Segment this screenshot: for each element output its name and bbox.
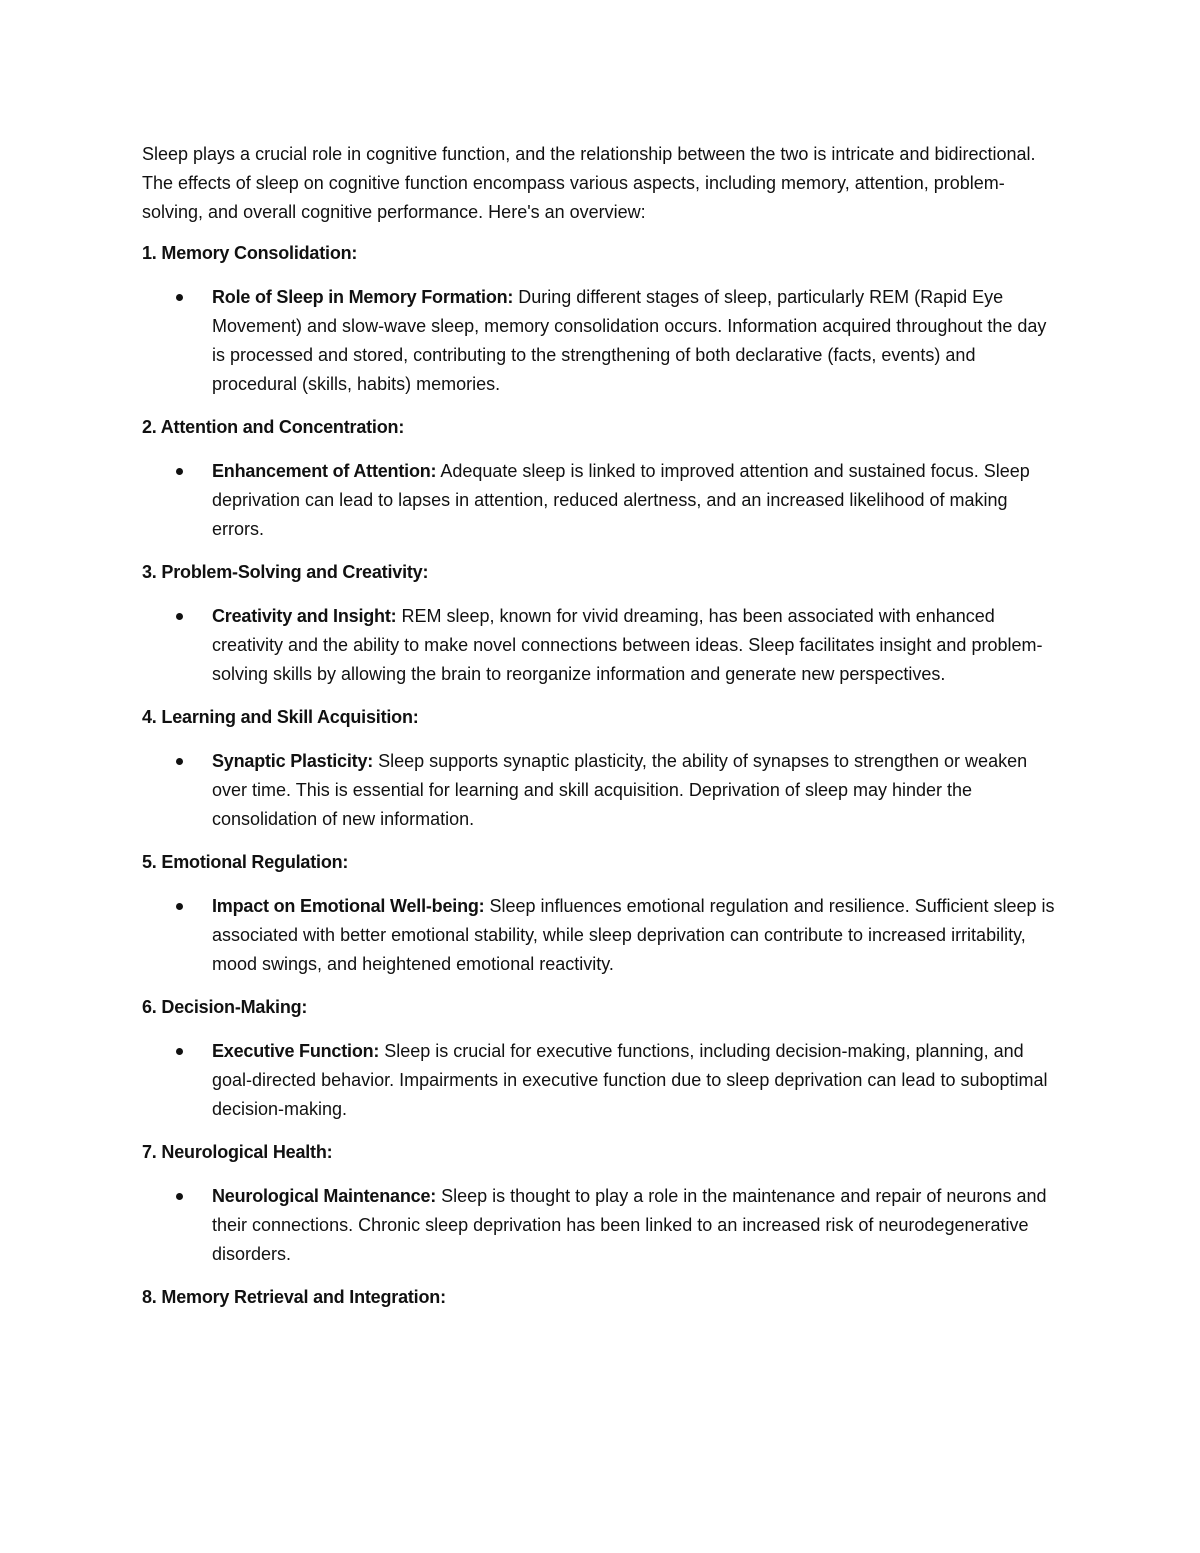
section-heading-memory-consolidation: 1. Memory Consolidation:: [142, 243, 358, 263]
list-item: [142, 602, 1062, 689]
bullet-term: Executive Function:: [212, 1041, 380, 1061]
bullet-list: [142, 602, 1062, 689]
list-item: [142, 283, 1062, 399]
bullet-text: REM sleep, known for vivid dreaming, has been associated with enhanced creativity and the ability to make novel connections between ideas. Sleep facilitates insight and problem-solving skills by allowing the brain to reorganize information and generate new perspectives.: [212, 606, 1043, 684]
section-heading-attention: 2. Attention and Concentration:: [142, 417, 405, 437]
section-heading-emotional-regulation: 5. Emotional Regulation:: [142, 852, 349, 872]
bullet-text: Sleep is crucial for executive functions, including decision-making, planning, and goal-directed behavior. Impairments in executive function due to sleep deprivation can lead to suboptimal decision-making.: [212, 1041, 1048, 1119]
bullet-list: [142, 457, 1062, 544]
section-heading-memory-retrieval: 8. Memory Retrieval and Integration:: [142, 1287, 446, 1307]
bullet-text: During different stages of sleep, particularly REM (Rapid Eye Movement) and slow-wave sleep, memory consolidation occurs. Information acquired throughout the day is processed and stored, contributing to the strengthening of both declarative (facts, events) and procedural (skills, habits) memories.: [212, 287, 1047, 394]
bullet-text: Sleep is thought to play a role in the maintenance and repair of neurons and their connections. Chronic sleep deprivation has been linked to an increased risk of neurodegenerative disorders.: [212, 1186, 1047, 1264]
bullet-text: Sleep supports synaptic plasticity, the ability of synapses to strengthen or weaken over time. This is essential for learning and skill acquisition. Deprivation of sleep may hinder the consolidation of new information.: [212, 751, 1028, 829]
section-heading-neurological-health: 7. Neurological Health:: [142, 1142, 333, 1162]
bullet-list: [142, 1037, 1062, 1124]
section-heading-learning: 4. Learning and Skill Acquisition:: [142, 707, 419, 727]
bullet-term: Impact on Emotional Well-being:: [212, 896, 485, 916]
list-item: [142, 457, 1062, 544]
bullet-term: Neurological Maintenance:: [212, 1186, 437, 1206]
bullet-term: Enhancement of Attention:: [212, 461, 437, 481]
bullet-text: Sleep influences emotional regulation and resilience. Sufficient sleep is associated with better emotional stability, while sleep deprivation can contribute to increased irritability, mood swings, and heightened emotional reactivity.: [212, 896, 1055, 974]
bullet-icon: [176, 1193, 183, 1200]
bullet-term: Synaptic Plasticity:: [212, 751, 374, 771]
section-heading-decision-making: 6. Decision-Making:: [142, 997, 308, 1017]
bullet-term: Creativity and Insight:: [212, 606, 397, 626]
bullet-list: [142, 892, 1062, 979]
list-item: [142, 747, 1062, 834]
bullet-list: [142, 747, 1062, 834]
bullet-term: Role of Sleep in Memory Formation:: [212, 287, 514, 307]
intro-paragraph: Sleep plays a crucial role in cognitive function, and the relationship between the two is intricate and bidirectional. The effects of sleep on cognitive function encompass various aspects, including memory, attention, problem-solving, and overall cognitive performance. Here's an overview:: [142, 144, 1036, 222]
bullet-list: [142, 283, 1062, 399]
bullet-icon: [176, 294, 183, 301]
document-body: [142, 140, 1062, 1327]
list-item: [142, 892, 1062, 979]
bullet-icon: [176, 1048, 183, 1055]
bullet-icon: [176, 758, 183, 765]
bullet-text: Adequate sleep is linked to improved attention and sustained focus. Sleep deprivation can lead to lapses in attention, reduced alertness, and an increased likelihood of making errors.: [212, 461, 1030, 539]
bullet-icon: [176, 468, 183, 475]
bullet-icon: [176, 903, 183, 910]
list-item: [142, 1037, 1062, 1124]
section-heading-problem-solving: 3. Problem-Solving and Creativity:: [142, 562, 429, 582]
list-item: [142, 1182, 1062, 1269]
bullet-list: [142, 1182, 1062, 1269]
bullet-icon: [176, 613, 183, 620]
